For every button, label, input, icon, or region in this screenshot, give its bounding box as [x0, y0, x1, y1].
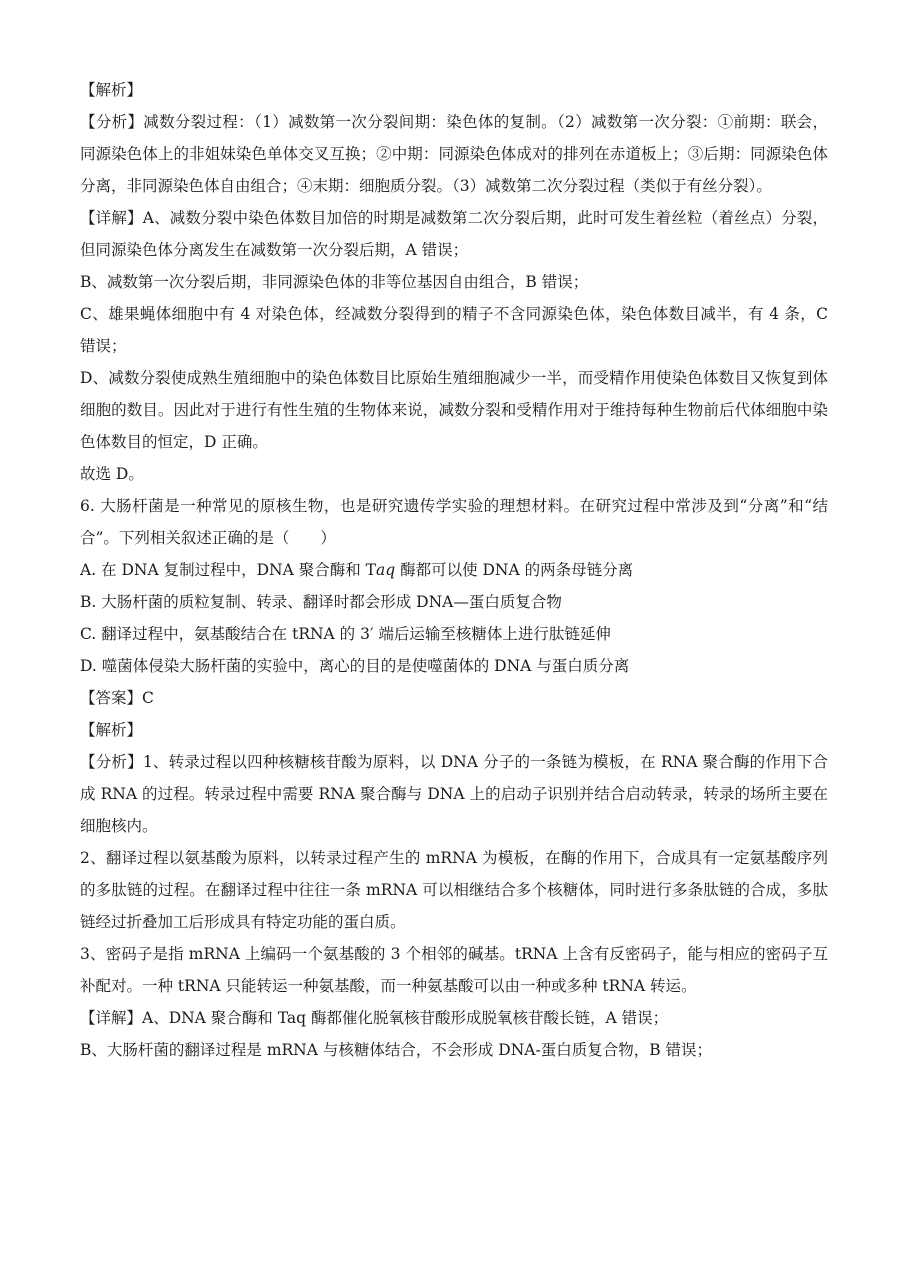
analysis-label: 【解析】 [80, 81, 143, 99]
question-6-option-c: C. 翻译过程中，氨基酸结合在 tRNA 的 3′ 端后运输至核糖体上进行肽链延伸 [80, 625, 611, 643]
question-6-option-b: B. 大肠杆菌的质粒复制、转录、翻译时都会形成 DNA—蛋白质复合物 [80, 593, 562, 611]
detail-option-a: 【详解】A、减数分裂中染色体数目加倍的时期是减数第二次分裂后期，此时可发生着丝粒（着丝点）分裂，但同源染色体分离发生在减数第一次分裂后期，A 错误； [80, 209, 828, 259]
analysis-point-2: 2、翻译过程以氨基酸为原料，以转录过程产生的 mRNA 为模板，在酶的作用下，合成具有一定氨基酸序列的多肽链的过程。在翻译过程中往往一条 mRNA 可以相继结合多个核糖体，同时进行多条肽链的合成，多肽链经过折叠加工后形成具有特定功能的蛋白质。 [80, 849, 828, 931]
detail-option-d: D、减数分裂使成熟生殖细胞中的染色体数目比原始生殖细胞减少一半，而受精作用使染色体数目又恢复到体细胞的数目。因此对于进行有性生殖的生物体来说，减数分裂和受精作用对于维持每种生物前后代体细胞中染色体数目的恒定，D 正确。 [80, 369, 828, 451]
analysis-point-3: 3、密码子是指 mRNA 上编码一个氨基酸的 3 个相邻的碱基。tRNA 上含有反密码子，能与相应的密码子互补配对。一种 tRNA 只能转运一种氨基酸，而一种氨基酸可以由一种或多种 tRNA 转运。 [80, 945, 828, 995]
conclusion: 故选 D。 [80, 465, 144, 483]
question-6-option-a [80, 554, 828, 586]
option-a-italic: aq [375, 561, 396, 579]
detail-option-b: B、大肠杆菌的翻译过程是 mRNA 与核糖体结合，不会形成 DNA-蛋白质复合物，B 错误； [80, 1041, 713, 1059]
question-6-stem: 6. 大肠杆菌是一种常见的原核生物，也是研究遗传学实验的理想材料。在研究过程中常涉及到“分离”和“结合”。下列相关叙述正确的是（ ） [80, 497, 828, 547]
question-6-option-d: D. 噬菌体侵染大肠杆菌的实验中，离心的目的是使噬菌体的 DNA 与蛋白质分离 [80, 657, 630, 675]
document-body [80, 74, 828, 1066]
option-a-prefix: A. 在 DNA 复制过程中，DNA 聚合酶和 T [80, 561, 376, 579]
analysis-point-1: 【分析】1、转录过程以四种核糖核苷酸为原料，以 DNA 分子的一条链为模板，在 RNA 聚合酶的作用下合成 RNA 的过程。转录过程中需要 RNA 聚合酶与 DNA 上的启动子识别并结合启动转录，转录的场所主要在细胞核内。 [80, 753, 828, 835]
option-a-suffix: 酶都可以使 DNA 的两条母链分离 [395, 561, 634, 579]
detail-option-c: C、雄果蝇体细胞中有 4 对染色体，经减数分裂得到的精子不含同源染色体，染色体数目减半，有 4 条，C 错误； [80, 305, 828, 355]
analysis-paragraph: 【分析】减数分裂过程：（1）减数第一次分裂间期：染色体的复制。（2）减数第一次分裂：①前期：联会，同源染色体上的非姐妹染色单体交叉互换；②中期：同源染色体成对的排列在赤道板上；③后期：同源染色体分离，非同源染色体自由组合；④末期：细胞质分裂。（3）减数第二次分裂过程（类似于有丝分裂）。 [80, 113, 828, 195]
detail-option-b: B、减数第一次分裂后期，非同源染色体的非等位基因自由组合，B 错误； [80, 273, 589, 291]
answer: 【答案】C [80, 689, 154, 707]
analysis-label: 【解析】 [80, 721, 143, 739]
detail-option-a: 【详解】A、DNA 聚合酶和 Taq 酶都催化脱氧核苷酸形成脱氧核苷酸长链，A 错误； [80, 1009, 669, 1027]
